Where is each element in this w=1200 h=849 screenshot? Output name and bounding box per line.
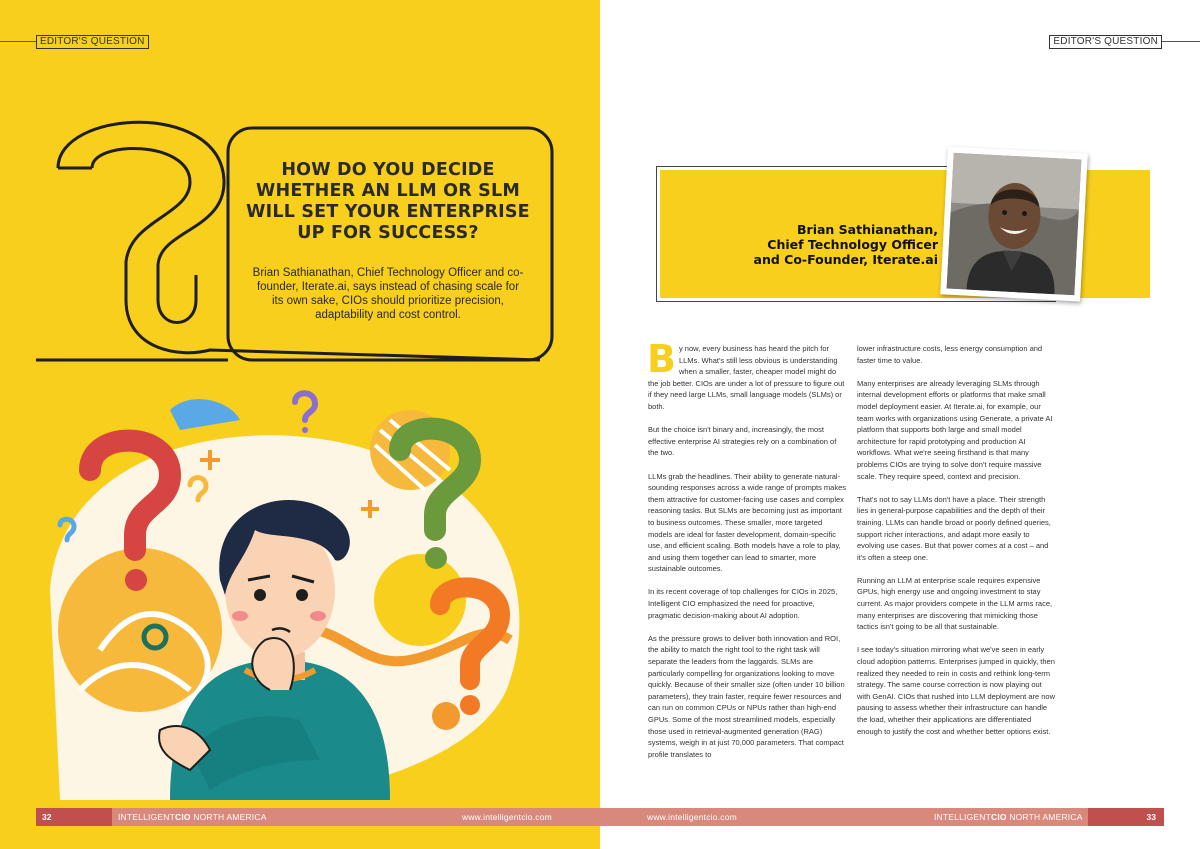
paragraph: lower infrastructure costs, less energy consumption and faster time to value. [857,344,1043,365]
author-name: Brian Sathianathan, [797,222,938,237]
paragraph: But the choice isn't binary and, increasingly, the most effective enterprise AI strategies rely on a combination of the two. [648,425,837,458]
paragraph: By now, every business has heard the pitch for LLMs. What's still less obvious is understanding when a smaller, faster, cheaper model might do the job better. CIOs are under a lot of pressure to figure out if they need large LLMs, small language models (SLMs) or both. [647,337,845,411]
standfirst: Brian Sathianathan, Chief Technology Officer and co-founder, Iterate.ai, says instead of chasing scale for its own sake, CIOs should prioritize precision, adaptability and cost control. [252,267,524,321]
page-title: HOW DO YOU DECIDE WHETHER AN LLM OR SLM WILL SET YOUR ENTERPRISE UP FOR SUCCESS? [246,160,530,243]
paragraph: As the pressure grows to deliver both innovation and ROI, the ability to match the right tool to the right task will separate the leaders from the laggards. SLMs are particularly compelling for organizations looking to move quickly. Because of their smaller size (often under 10 billion parameters), they train faster, require fewer resources and can run on common CPUs or NPUs rather than high-end GPUs. Some of the most streamlined models, especially those used in retrieval-augmented generation (RAG) systems, weigh in at just 70,000 parameters. That compact profile translates to [648,633,845,759]
website-link-left[interactable]: www.intelligentcio.com [462,812,552,822]
headline-block [238,160,538,322]
paragraph: Many enterprises are already leveraging SLMs through internal development efforts or platforms that make small model deployment easier. At Iterate.ai, for example, our team works with organizations using Generate, a private AI platform that supports both large and small model architecture for rapid prototyping and production AI workflows. What we're seeing firsthand is that many problems CIOs are trying to solve don't require massive scale. They require speed, context and precision. [857,378,1053,481]
publication-name-right: INTELLIGENTCIO NORTH AMERICA [934,812,1083,822]
portrait-image [947,153,1082,296]
paragraph: I see today's situation mirroring what we've seen in early cloud adoption patterns. Enterprises jumped in quickly, then realized they needed to rein in costs and rethink long-term strategy. The same course correction is now playing out with GenAI. CIOs that rushed into LLM deployment are now pausing to assess whether their infrastructure can handle the load, whether their applications are differentiated enough to justify the cost and whether better options exist. [857,645,1056,736]
website-link-right[interactable]: www.intelligentcio.com [647,812,737,822]
article-column-1 [647,337,848,772]
author-title: Chief Technology Officer [767,237,938,252]
author-photo [940,146,1088,301]
right-page [600,0,1200,849]
author-company: and Co-Founder, Iterate.ai [753,252,938,267]
header-rule [1162,41,1200,42]
publication-name-left: INTELLIGENTCIO NORTH AMERICA [118,812,267,822]
page-number-right: 33 [1088,808,1164,826]
dropcap: B [647,337,676,381]
paragraph: In its recent coverage of top challenges for CIOs in 2025, Intelligent CIO emphasized the need for proactive, pragmatic decision-making about AI adoption. [648,587,838,620]
author-credit [754,222,938,267]
paragraph: That's not to say LLMs don't have a place. Their strength lies in general-purpose capabilities and the depth of their training. LLMs can handle broad or poorly defined queries, support richer interactions, and adapt more easily to evolving use cases. But that power comes at a cost – and it's often a steep one. [857,494,1051,562]
section-tag: EDITOR'S QUESTION [1049,35,1162,49]
section-tag: EDITOR'S QUESTION [36,35,149,49]
page-number-left: 32 [36,808,112,826]
thinking-man-illustration [40,390,540,800]
article-column-2 [857,343,1057,749]
paragraph: Running an LLM at enterprise scale requires expensive GPUs, high energy use and ongoing investment to stay current. As major providers compete in the LLM arms race, many enterprises are discovering that mimicking those tactics isn't going to be all that sustainable. [857,575,1053,632]
paragraph: LLMs grab the headlines. Their ability to generate natural-sounding responses across a wide range of prompts makes them attractive for customer-facing use cases and complex reasoning tasks. But SLMs are becoming just as important to business outcomes. These smaller, more targeted models are ideal for faster development, domain-specific use, and efficient scaling. Both models have a role to play, and using them together can lead to smarter, more sustainable outcomes. [648,471,847,574]
